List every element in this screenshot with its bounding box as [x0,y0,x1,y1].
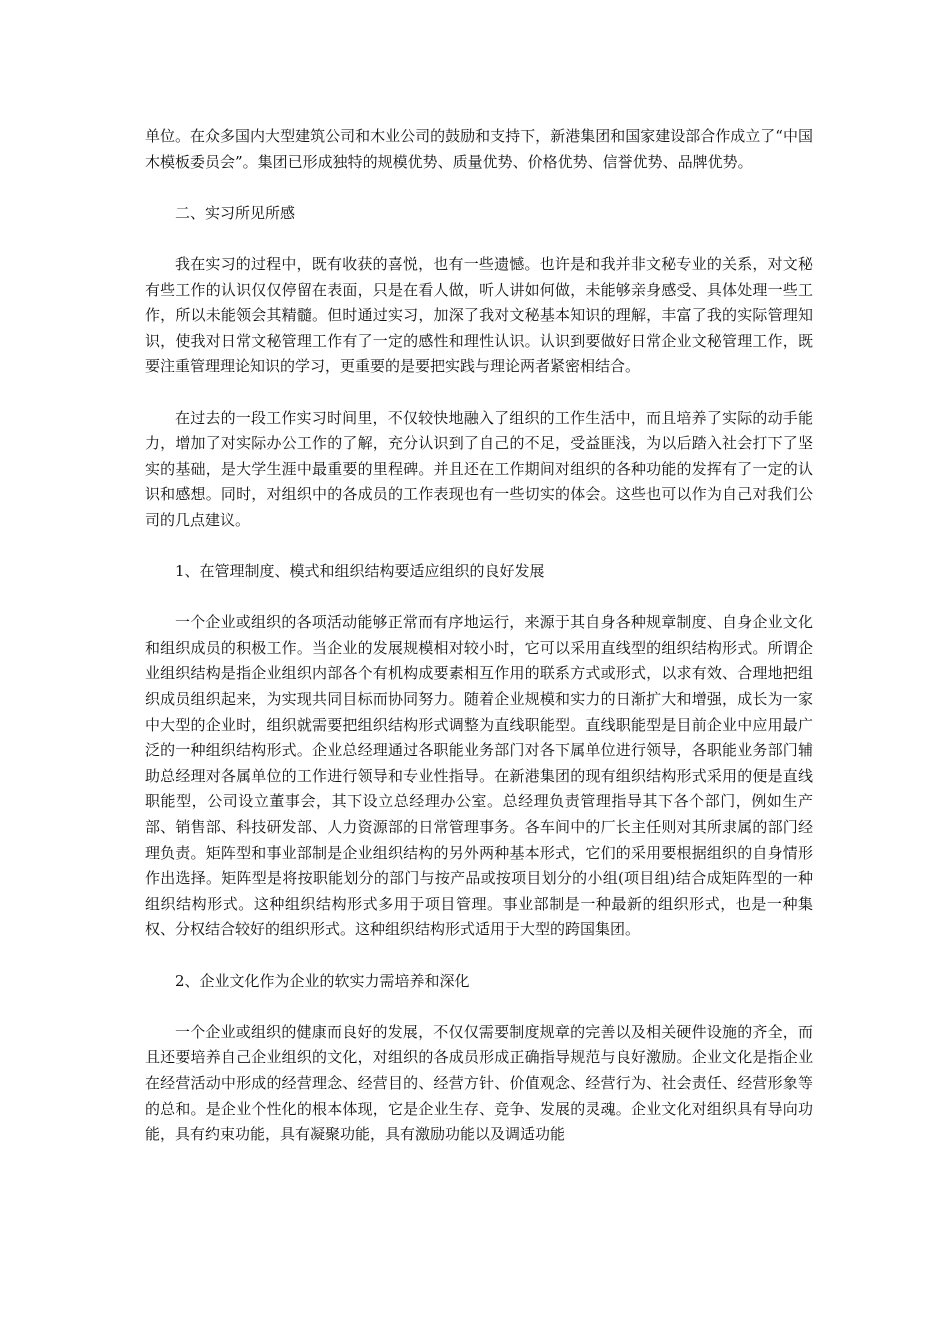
paragraph-internship-reflection: 我在实习的过程中，既有收获的喜悦，也有一些遗憾。也许是和我并非文秘专业的关系，对文秘有些工作的认识仅仅停留在表面，只是在看人做，听人讲如何做，未能够亲身感受、具体处理一些工作，所以未能领会其精髓。但时通过实习，加深了我对文秘基本知识的理解，丰富了我的实际管理知识，使我对日常文秘管理工作有了一定的感性和理性认识。认识到要做好日常企业文秘管理工作，既要注重管理理论知识的学习，更重要的是要把实践与理论两者紧密相结合。 [145,254,813,376]
document-page [145,124,813,1173]
paragraph-intro-continuation: 单位。在众多国内大型建筑公司和木业公司的鼓励和支持下，新港集团和国家建设部合作成立了“中国木模板委员会”。集团已形成独特的规模优势、质量优势、价格优势、信誉优势、品牌优势。 [145,127,813,171]
subheading-corporate-culture: 2、企业文化作为企业的软实力需培养和深化 [175,971,470,990]
section-heading-internship-impressions: 二、实习所见所感 [175,203,296,222]
paragraph-internship-gains: 在过去的一段工作实习时间里，不仅较快地融入了组织的工作生活中，而且培养了实际的动手能力，增加了对实际办公工作的了解，充分认识到了自己的不足，受益匪浅，为以后踏入社会打下了坚实的基础，是大学生涯中最重要的里程碑。并且还在工作期间对组织的各种功能的发挥有了一定的认识和感想。同时，对组织中的各成员的工作表现也有一些切实的体会。这些也可以作为自己对我们公司的几点建议。 [145,408,813,529]
paragraph-organization-structure: 一个企业或组织的各项活动能够正常而有序地运行，来源于其自身各种规章制度、自身企业文化和组织成员的积极工作。当企业的发展规模相对较小时，它可以采用直线型的组织结构形式。所谓企业组织结构是指企业组织内部各个有机构成要素相互作用的联系方式或形式，以求有效、合理地把组织成员组织起来，为实现共同目标而协同努力。随着企业规模和实力的日渐扩大和增强，成长为一家中大型的企业时，组织就需要把组织结构形式调整为直线职能型。直线职能型是目前企业中应用最广泛的一种组织结构形式。企业总经理通过各职能业务部门对各下属单位进行领导，各职能业务部门辅助总经理对各属单位的工作进行领导和专业性指导。在新港集团的现有组织结构形式采用的便是直线职能型，公司设立董事会，其下设立总经理办公室。总经理负责管理指导其下各个部门，例如生产部、销售部、科技研发部、人力资源部的日常管理事务。各车间中的厂长主任则对其所隶属的部门经理负责。矩阵型和事业部制是企业组织结构的另外两种基本形式，它们的采用要根据组织的自身情形作出选择。矩阵型是将按职能划分的部门与按产品或按项目划分的小组(项目组)结合成矩阵型的一种组织结构形式。这种组织结构形式多用于项目管理。事业部制是一种最新的组织形式，也是一种集权、分权结合较好的组织形式。这种组织结构形式适用于大型的跨国集团。 [145,613,813,939]
paragraph-corporate-culture: 一个企业或组织的健康而良好的发展，不仅仅需要制度规章的完善以及相关硬件设施的齐全，而且还要培养自己企业组织的文化，对组织的各成员形成正确指导规范与良好激励。企业文化是指企业在经营活动中形成的经营理念、经营目的、经营方针、价值观念、经营行为、社会责任、经营形象等的总和。是企业个性化的根本体现，它是企业生存、竞争、发展的灵魂。企业文化对组织具有导向功能，具有约束功能，具有凝聚功能，具有激励功能以及调适功能 [145,1022,813,1144]
subheading-management-structure: 1、在管理制度、模式和组织结构要适应组织的良好发展 [175,562,545,581]
